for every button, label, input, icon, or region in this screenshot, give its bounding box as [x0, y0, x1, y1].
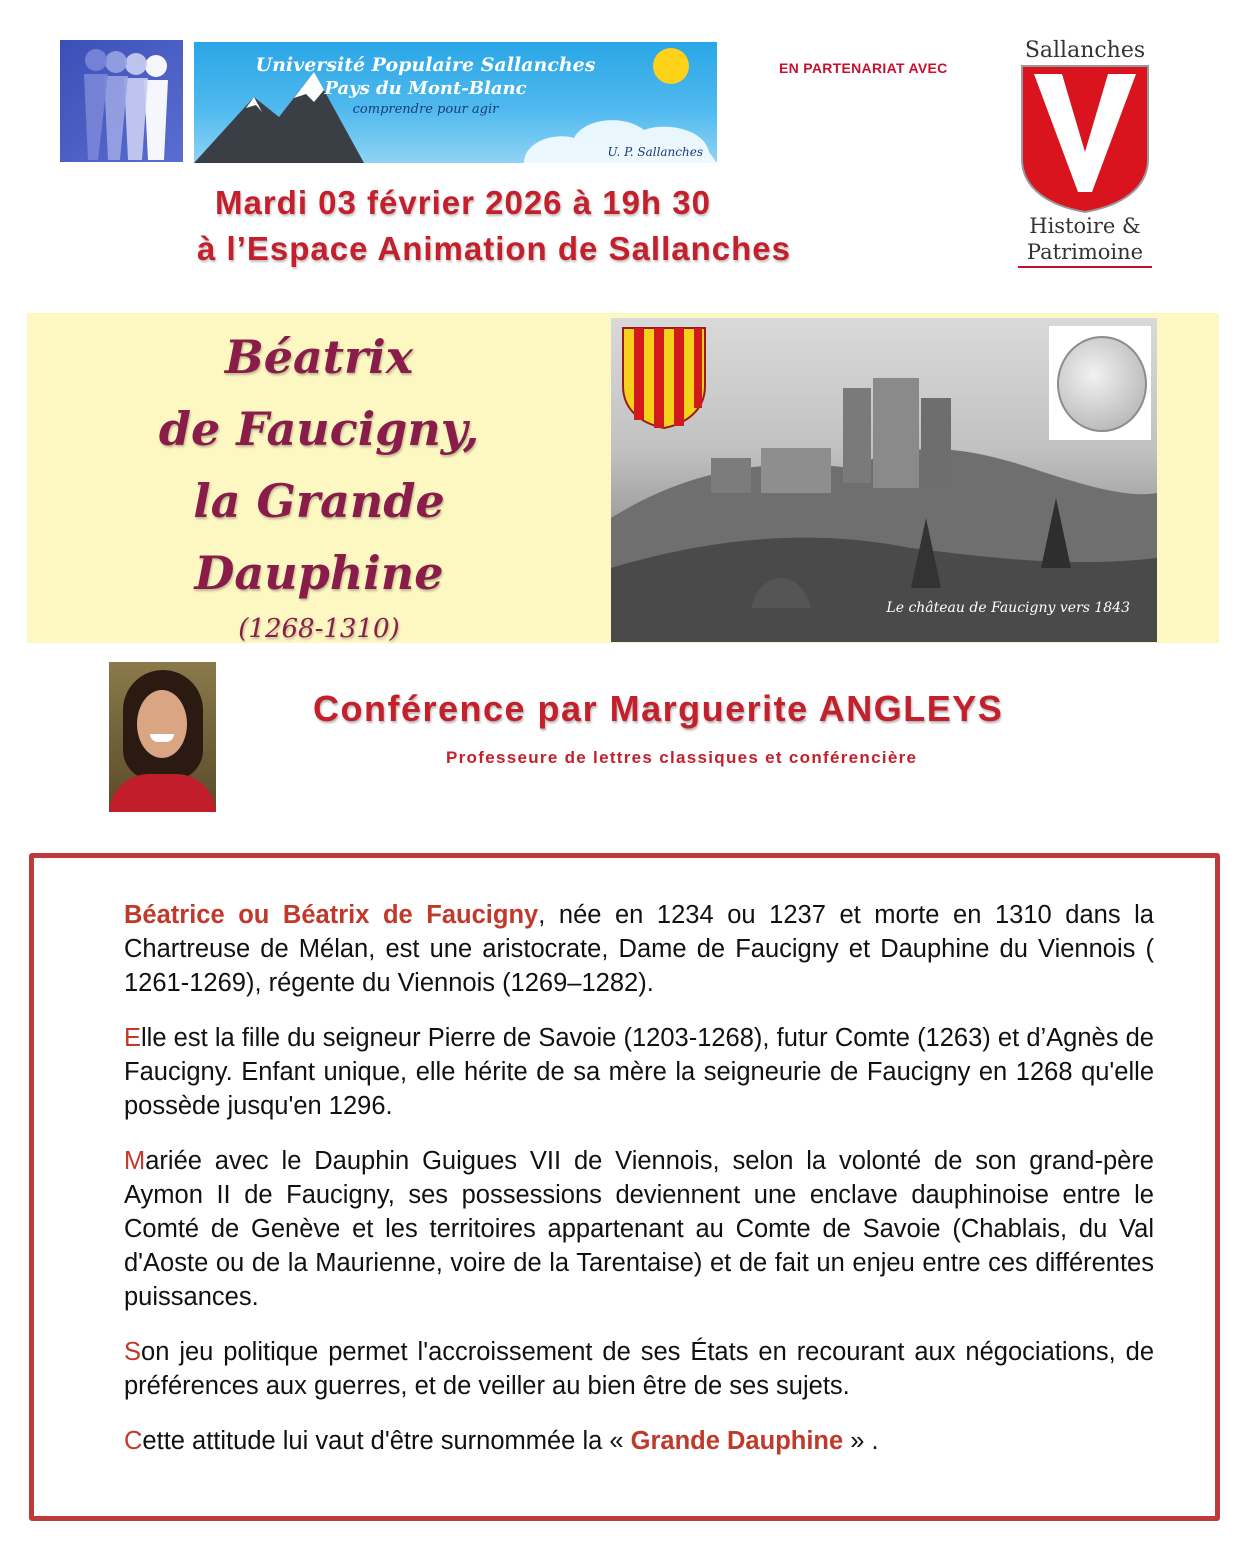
v-shield-icon	[1020, 64, 1150, 214]
event-date: Mardi 03 février 2026 à 19h 30	[215, 184, 711, 221]
up-sallanches-banner	[194, 42, 717, 163]
bio-paragraph-1: Béatrice ou Béatrix de Faucigny, née en 1234 ou 1237 et morte en 1310 dans la Chartreuse de Mélan, est une aristocrate, Dame de Faucigny et Dauphine du Viennois ( 1261-1269), régente du Viennois (1269–1282).	[124, 901, 1154, 997]
sallanches-histoire-patrimoine-logo	[1018, 38, 1152, 278]
title-line-4: Dauphine	[194, 546, 444, 600]
conference-speaker: Conférence par Marguerite ANGLEYS	[313, 688, 1004, 729]
bio-name: Béatrice ou Béatrix de Faucigny	[124, 901, 539, 929]
partner-label: EN PARTENARIAT AVEC	[779, 60, 948, 76]
bio-paragraph-3: Mariée avec le Dauphin Guigues VII de Viennois, selon la volonté de son grand-père Aymon II de Faucigny, ses possessions deviennent une enclave dauphinoise entre le Comté de Genève et les territoires appartenant au Comte de Savoie (Chablais, du Val d'Aoste ou de la Maurienne, voire de la Tarentaise) et de fait un enjeu entre ces différentes puissances.	[124, 1147, 1154, 1311]
engraving-caption: Le château de Faucigny vers 1843	[886, 600, 1130, 616]
seal-image	[1049, 326, 1151, 440]
title-line-2: de Faucigny,	[158, 402, 480, 456]
biography-text	[124, 898, 1154, 1479]
faucigny-arms-icon	[621, 326, 707, 430]
speaker-role: Professeure de lettres classiques et conférencière	[446, 748, 918, 767]
up-region: Pays du Mont-Blanc	[324, 78, 527, 99]
bio-paragraph-2: Elle est la fille du seigneur Pierre de Savoie (1203-1268), futur Comte (1263) et d’Agnès de Faucigny. Enfant unique, elle hérite de sa mère la seigneurie de Faucigny en 1268 qu'elle possède jusqu'en 1296.	[124, 1024, 1154, 1120]
up-motto: comprendre pour agir	[352, 102, 499, 117]
biography-box	[29, 853, 1220, 1521]
title-years: (1268-1310)	[238, 614, 400, 644]
up-name: Université Populaire Sallanches	[255, 54, 596, 76]
sh-logo-top: Sallanches	[1024, 38, 1146, 63]
grande-dauphine-highlight: Grande Dauphine	[630, 1427, 844, 1455]
title-line-3: la Grande	[193, 474, 445, 528]
bio-paragraph-5: Cette attitude lui vaut d'être surnommée la « Grande Dauphine » .	[124, 1427, 879, 1455]
castle-engraving	[611, 318, 1157, 642]
people-silhouettes-icon	[60, 40, 183, 162]
sh-logo-bottom2: Patrimoine	[1018, 240, 1152, 268]
speaker-portrait	[109, 662, 216, 812]
seal-coin-icon	[1057, 336, 1147, 432]
up-signature: U. P. Sallanches	[607, 145, 703, 159]
title-line-1: Béatrix	[224, 330, 414, 384]
conference-title	[27, 321, 611, 649]
bio-paragraph-4: Son jeu politique permet l'accroissement de ses États en recourant aux négociations, de préférences aux guerres, et de veiller au bien être de ses sujets.	[124, 1338, 1154, 1400]
up-people-logo	[60, 40, 183, 162]
sh-logo-bottom1: Histoire &	[1029, 214, 1141, 238]
event-place: à l’Espace Animation de Sallanches	[197, 230, 791, 267]
